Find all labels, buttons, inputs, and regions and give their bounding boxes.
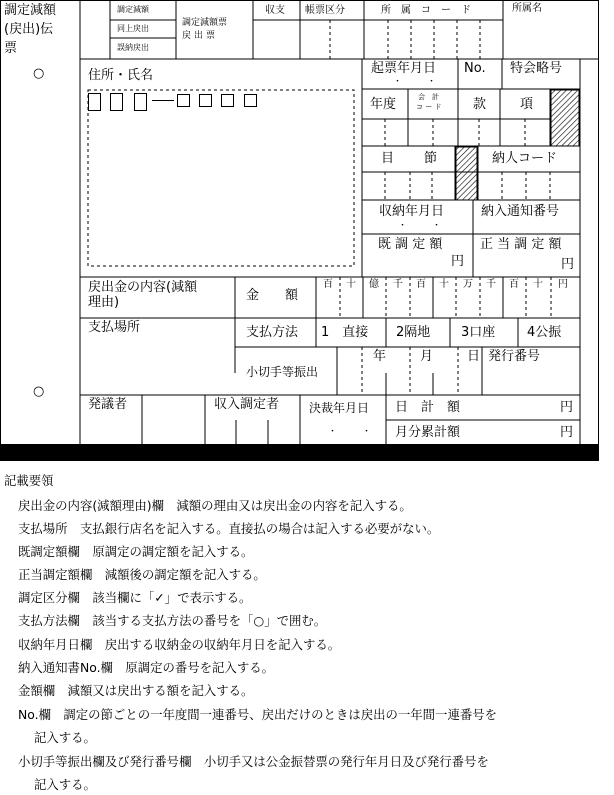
shozoku-code-label: 所 属 コ ー ド bbox=[381, 5, 471, 16]
digit-sen-2: 千 bbox=[486, 279, 496, 290]
postal-box-4[interactable] bbox=[177, 94, 190, 107]
digit-man: 万 bbox=[463, 279, 473, 290]
hatsugisha-label: 発議者 bbox=[88, 397, 128, 412]
kogitte-hi: 日 bbox=[467, 349, 481, 364]
shushi-label: 収支 bbox=[265, 5, 285, 16]
kessai-date-dots: ・ ・ bbox=[328, 427, 380, 437]
kogitte-nen: 年 bbox=[373, 349, 387, 364]
shunyu-chotei-label: 収入調定者 bbox=[214, 397, 280, 412]
method-chokusetsu[interactable]: 1 直接 bbox=[321, 325, 369, 340]
postal-box-2[interactable] bbox=[110, 93, 123, 111]
shiharai-basho-label: 支払場所 bbox=[88, 320, 141, 335]
shuno-date-dots: ・ ・ bbox=[398, 221, 450, 231]
kihyo-no-label: No. bbox=[464, 61, 486, 76]
chohyo-kubun-label: 帳票区分 bbox=[305, 5, 345, 16]
note-item: 支払方法欄 該当する支払方法の番号を「○」で囲む。 bbox=[18, 613, 327, 628]
postal-box-5[interactable] bbox=[199, 94, 212, 107]
kou-label: 項 bbox=[520, 97, 534, 112]
note-item-continuation: 記入する。 bbox=[34, 730, 96, 745]
getsubun-ruikei-yen: 円 bbox=[560, 425, 574, 440]
binding-hole-lower: ○ bbox=[33, 384, 45, 399]
getsubun-ruikei-label: 月分累計額 bbox=[395, 425, 461, 440]
kaikei-code-label-1: 会 計 bbox=[418, 93, 439, 101]
digit-oku: 億 bbox=[369, 279, 379, 290]
kingaku-label: 金 額 bbox=[246, 288, 299, 303]
kessai-date-label: 決裁年月日 bbox=[309, 401, 370, 415]
seito-chotei-gaku-yen: 円 bbox=[561, 257, 575, 272]
nonyu-tsuchi-no-label: 納入通知番号 bbox=[481, 204, 560, 219]
shuno-date-label: 収納年月日 bbox=[379, 204, 445, 219]
postal-dash bbox=[152, 100, 174, 101]
reidai-naiyo-label-2: 理由) bbox=[88, 295, 120, 310]
kichotei-gaku-label: 既 調 定 額 bbox=[378, 237, 443, 252]
kaikei-code-label-2: コ ー ド bbox=[416, 103, 442, 111]
method-kofuri[interactable]: 4公振 bbox=[527, 325, 562, 340]
note-item: 納入通知書No.欄 原調定の番号を記入する。 bbox=[18, 660, 274, 675]
postal-box-6[interactable] bbox=[221, 94, 234, 107]
kihyo-date-dots: ・ ・ bbox=[393, 77, 445, 87]
digit-juu-1: 十 bbox=[346, 279, 356, 290]
note-item: 既調定額欄 原調定の調定額を記入する。 bbox=[18, 544, 254, 559]
note-item: 戻出金の内容(減額理由)欄 減額の理由又は戻出金の内容を記入する。 bbox=[18, 498, 412, 513]
kichotei-gaku-yen: 円 bbox=[451, 254, 465, 269]
note-item: 支払場所 支払銀行店名を記入する。直接払の場合は記入する必要がない。 bbox=[18, 521, 440, 536]
note-item: No.欄 調定の節ごとの一年度間一連番号、戻出だけのときは戻出の一年間一連番号を bbox=[18, 707, 498, 722]
setsu-label: 節 bbox=[424, 151, 438, 166]
note-item: 小切手等振出欄及び発行番号欄 小切手又は公金振替票の発行年月日及び発行番号を bbox=[18, 754, 489, 769]
digit-hyaku-3: 百 bbox=[509, 279, 519, 290]
form-title-line1: 調定減額 bbox=[4, 3, 57, 18]
kan-label: 款 bbox=[473, 97, 487, 112]
moku-label: 目 bbox=[381, 151, 395, 166]
notes-heading: 記載要領 bbox=[4, 473, 54, 488]
kogitte-tsuki: 月 bbox=[420, 349, 434, 364]
hakko-no-label: 発行番号 bbox=[488, 349, 541, 364]
reidai-naiyo-label-1: 戻出金の内容(減額 bbox=[88, 280, 198, 295]
form-title-line2: (戻出)伝 bbox=[4, 22, 54, 37]
postal-box-7[interactable] bbox=[244, 94, 257, 107]
postal-box-3[interactable] bbox=[134, 93, 147, 111]
shiharai-houhou-label: 支払方法 bbox=[246, 325, 299, 340]
digit-hyaku-2: 百 bbox=[416, 279, 426, 290]
note-item: 金額欄 減額又は戻出する額を記入する。 bbox=[18, 683, 254, 698]
kogitte-label: 小切手等振出 bbox=[246, 365, 319, 379]
method-kakuchi[interactable]: 2隔地 bbox=[396, 325, 431, 340]
postal-box-1[interactable] bbox=[88, 93, 101, 111]
note-item-continuation: 記入する。 bbox=[34, 777, 96, 792]
type-label-line2: 戻出票 bbox=[182, 31, 219, 41]
digit-yen: 円 bbox=[558, 279, 568, 290]
type-label-line1: 調定減額票 bbox=[182, 18, 228, 28]
type-option-chotei-gengaku: 調定減額 bbox=[117, 5, 149, 14]
method-koza[interactable]: 3口座 bbox=[461, 325, 496, 340]
address-name-label: 住所・氏名 bbox=[88, 68, 154, 83]
tokkai-code-label: 特会略号 bbox=[510, 61, 563, 76]
nonyunin-code-label: 納人コード bbox=[492, 151, 558, 166]
nikkei-gaku-label: 日 計 額 bbox=[395, 400, 461, 415]
kihyo-date-label: 起票年月日 bbox=[371, 61, 437, 76]
digit-juu-3: 十 bbox=[533, 279, 543, 290]
digit-sen-1: 千 bbox=[393, 279, 403, 290]
nikkei-gaku-yen: 円 bbox=[560, 400, 574, 415]
form-title-line3: 票 bbox=[4, 41, 18, 56]
binding-hole-upper: ○ bbox=[33, 66, 45, 81]
shozoku-name-label: 所属名 bbox=[512, 3, 542, 14]
note-item: 収納年月日欄 戻出する収納金の収納年月日を記入する。 bbox=[18, 637, 341, 652]
digit-hyaku-1: 百 bbox=[323, 279, 333, 290]
note-item: 調定区分欄 該当欄に「✓」で表示する。 bbox=[18, 590, 252, 605]
type-option-dojo-reishutsu: 同上戻出 bbox=[117, 24, 149, 33]
digit-juu-2: 十 bbox=[439, 279, 449, 290]
seito-chotei-gaku-label: 正 当 調 定 額 bbox=[480, 237, 562, 252]
nendo-label: 年度 bbox=[370, 97, 397, 112]
type-option-gono-reishutsu: 誤納戻出 bbox=[117, 43, 149, 52]
note-item: 正当調定額欄 減額後の調定額を記入する。 bbox=[18, 567, 266, 582]
